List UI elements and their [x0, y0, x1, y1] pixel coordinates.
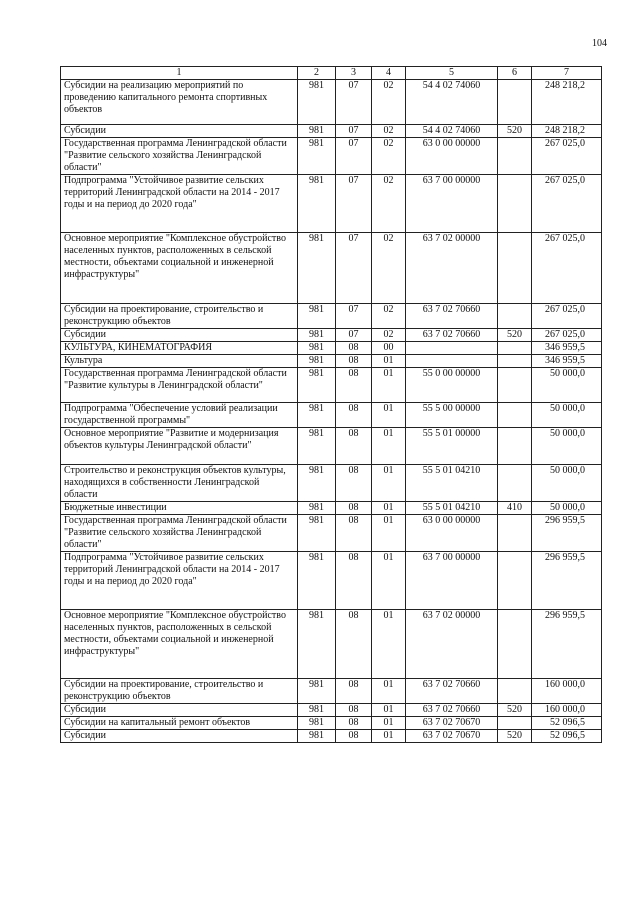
cell-target-article: 63 7 02 70660: [406, 304, 498, 329]
budget-table: [60, 66, 602, 743]
cell-amount: 50 000,0: [532, 368, 602, 403]
cell-expense-type: [498, 138, 532, 175]
cell-admin-code: 981: [298, 233, 336, 304]
cell-target-article: 54 4 02 74060: [406, 80, 498, 125]
cell-expense-type: [498, 610, 532, 679]
row-name: Субсидии: [61, 329, 298, 342]
cell-subsection: 02: [372, 233, 406, 304]
cell-subsection: 02: [372, 304, 406, 329]
table-row: [61, 679, 602, 704]
column-number: 5: [406, 67, 498, 80]
cell-admin-code: 981: [298, 515, 336, 552]
cell-expense-type: [498, 233, 532, 304]
cell-admin-code: 981: [298, 342, 336, 355]
cell-section: 07: [336, 329, 372, 342]
cell-expense-type: [498, 355, 532, 368]
cell-expense-type: 520: [498, 730, 532, 743]
cell-admin-code: 981: [298, 679, 336, 704]
cell-expense-type: [498, 304, 532, 329]
cell-expense-type: [498, 717, 532, 730]
table-row: [61, 233, 602, 304]
cell-admin-code: 981: [298, 125, 336, 138]
row-name: Субсидии: [61, 704, 298, 717]
row-name: Основное мероприятие "Комплексное обустройство населенных пунктов, расположенных в сельской местности, объектами социальной и инженерной инфраструктуры": [61, 233, 298, 304]
cell-amount: 52 096,5: [532, 730, 602, 743]
column-number: 7: [532, 67, 602, 80]
table-row: [61, 355, 602, 368]
cell-admin-code: 981: [298, 465, 336, 502]
cell-admin-code: 981: [298, 717, 336, 730]
table-row: [61, 717, 602, 730]
cell-target-article: [406, 355, 498, 368]
table-row: [61, 80, 602, 125]
table-row: [61, 304, 602, 329]
column-number: 4: [372, 67, 406, 80]
cell-target-article: 55 0 00 00000: [406, 368, 498, 403]
cell-section: 08: [336, 679, 372, 704]
cell-expense-type: [498, 175, 532, 233]
cell-expense-type: 520: [498, 704, 532, 717]
cell-amount: 267 025,0: [532, 138, 602, 175]
row-name: Государственная программа Ленинградской области "Развитие культуры в Ленинградской области": [61, 368, 298, 403]
table-row: [61, 730, 602, 743]
cell-amount: 50 000,0: [532, 403, 602, 428]
cell-subsection: 02: [372, 138, 406, 175]
cell-subsection: 02: [372, 175, 406, 233]
column-number-row: [61, 67, 602, 80]
cell-admin-code: 981: [298, 175, 336, 233]
cell-expense-type: [498, 342, 532, 355]
row-name: Подпрограмма "Устойчивое развитие сельских территорий Ленинградской области на 2014 - 2017 годы и на период до 2020 года": [61, 552, 298, 610]
cell-admin-code: 981: [298, 428, 336, 465]
cell-subsection: 01: [372, 368, 406, 403]
cell-amount: 50 000,0: [532, 465, 602, 502]
row-name: Основное мероприятие "Развитие и модернизация объектов культуры Ленинградской области": [61, 428, 298, 465]
row-name: КУЛЬТУРА, КИНЕМАТОГРАФИЯ: [61, 342, 298, 355]
cell-section: 08: [336, 730, 372, 743]
cell-section: 08: [336, 704, 372, 717]
table-row: [61, 368, 602, 403]
cell-amount: 267 025,0: [532, 233, 602, 304]
row-name: Основное мероприятие "Комплексное обустройство населенных пунктов, расположенных в сельской местности, объектами социальной и инженерной инфраструктуры": [61, 610, 298, 679]
cell-section: 08: [336, 502, 372, 515]
cell-admin-code: 981: [298, 80, 336, 125]
cell-target-article: 55 5 00 00000: [406, 403, 498, 428]
cell-expense-type: [498, 552, 532, 610]
column-number: 1: [61, 67, 298, 80]
cell-expense-type: 520: [498, 329, 532, 342]
cell-admin-code: 981: [298, 502, 336, 515]
cell-subsection: 02: [372, 125, 406, 138]
cell-expense-type: [498, 80, 532, 125]
cell-subsection: 01: [372, 403, 406, 428]
cell-admin-code: 981: [298, 138, 336, 175]
row-name: Субсидии на реализацию мероприятий по проведению капитального ремонта спортивных объектов: [61, 80, 298, 125]
cell-expense-type: [498, 403, 532, 428]
cell-expense-type: [498, 515, 532, 552]
table-row: [61, 502, 602, 515]
cell-expense-type: [498, 428, 532, 465]
cell-expense-type: [498, 465, 532, 502]
cell-amount: 52 096,5: [532, 717, 602, 730]
cell-section: 08: [336, 465, 372, 502]
cell-amount: 50 000,0: [532, 428, 602, 465]
cell-subsection: 02: [372, 80, 406, 125]
cell-admin-code: 981: [298, 368, 336, 403]
table-row: [61, 329, 602, 342]
row-name: Государственная программа Ленинградской области "Развитие сельского хозяйства Ленинградской области": [61, 138, 298, 175]
row-name: Культура: [61, 355, 298, 368]
cell-subsection: 02: [372, 329, 406, 342]
table-row: [61, 465, 602, 502]
cell-section: 07: [336, 304, 372, 329]
cell-admin-code: 981: [298, 329, 336, 342]
cell-section: 08: [336, 342, 372, 355]
row-name: Субсидии: [61, 125, 298, 138]
cell-target-article: 63 7 02 00000: [406, 610, 498, 679]
cell-section: 08: [336, 552, 372, 610]
cell-admin-code: 981: [298, 304, 336, 329]
cell-section: 07: [336, 80, 372, 125]
cell-subsection: 01: [372, 465, 406, 502]
cell-target-article: [406, 342, 498, 355]
cell-admin-code: 981: [298, 704, 336, 717]
cell-target-article: 55 5 01 04210: [406, 465, 498, 502]
table-row: [61, 175, 602, 233]
cell-admin-code: 981: [298, 403, 336, 428]
row-name: Бюджетные инвестиции: [61, 502, 298, 515]
row-name: Субсидии на проектирование, строительство и реконструкцию объектов: [61, 304, 298, 329]
cell-subsection: 01: [372, 515, 406, 552]
cell-admin-code: 981: [298, 730, 336, 743]
cell-section: 07: [336, 175, 372, 233]
cell-target-article: 63 7 02 00000: [406, 233, 498, 304]
cell-admin-code: 981: [298, 552, 336, 610]
cell-target-article: 55 5 01 00000: [406, 428, 498, 465]
cell-amount: 267 025,0: [532, 175, 602, 233]
row-name: Субсидии на капитальный ремонт объектов: [61, 717, 298, 730]
cell-subsection: 01: [372, 704, 406, 717]
cell-amount: 296 959,5: [532, 515, 602, 552]
table-row: [61, 428, 602, 465]
row-name: Субсидии: [61, 730, 298, 743]
cell-amount: 160 000,0: [532, 679, 602, 704]
row-name: Государственная программа Ленинградской области "Развитие сельского хозяйства Ленинградской области": [61, 515, 298, 552]
table-row: [61, 342, 602, 355]
column-number: 3: [336, 67, 372, 80]
cell-expense-type: [498, 679, 532, 704]
cell-target-article: 63 7 02 70660: [406, 679, 498, 704]
cell-subsection: 01: [372, 428, 406, 465]
cell-amount: 267 025,0: [532, 304, 602, 329]
cell-admin-code: 981: [298, 610, 336, 679]
cell-amount: 296 959,5: [532, 610, 602, 679]
cell-subsection: 01: [372, 355, 406, 368]
cell-target-article: 63 7 02 70670: [406, 717, 498, 730]
cell-target-article: 63 0 00 00000: [406, 515, 498, 552]
row-name: Подпрограмма "Обеспечение условий реализации государственной программы": [61, 403, 298, 428]
cell-section: 07: [336, 233, 372, 304]
row-name: Строительство и реконструкция объектов культуры, находящихся в собственности Ленинградской области: [61, 465, 298, 502]
table-row: [61, 704, 602, 717]
cell-section: 07: [336, 138, 372, 175]
cell-amount: 248 218,2: [532, 80, 602, 125]
cell-subsection: 01: [372, 717, 406, 730]
cell-section: 08: [336, 515, 372, 552]
cell-amount: 267 025,0: [532, 329, 602, 342]
cell-target-article: 63 7 02 70670: [406, 730, 498, 743]
column-number: 2: [298, 67, 336, 80]
cell-target-article: 63 7 02 70660: [406, 329, 498, 342]
cell-subsection: 01: [372, 730, 406, 743]
table-row: [61, 552, 602, 610]
cell-section: 07: [336, 125, 372, 138]
cell-section: 08: [336, 428, 372, 465]
cell-subsection: 01: [372, 552, 406, 610]
cell-expense-type: [498, 368, 532, 403]
table-row: [61, 515, 602, 552]
cell-subsection: 00: [372, 342, 406, 355]
cell-section: 08: [336, 355, 372, 368]
table-row: [61, 125, 602, 138]
cell-subsection: 01: [372, 610, 406, 679]
cell-target-article: 63 7 00 00000: [406, 552, 498, 610]
cell-target-article: 63 7 02 70660: [406, 704, 498, 717]
cell-amount: 50 000,0: [532, 502, 602, 515]
cell-subsection: 01: [372, 502, 406, 515]
table-row: [61, 610, 602, 679]
cell-section: 08: [336, 717, 372, 730]
cell-expense-type: 410: [498, 502, 532, 515]
cell-section: 08: [336, 403, 372, 428]
column-number: 6: [498, 67, 532, 80]
row-name: Подпрограмма "Устойчивое развитие сельских территорий Ленинградской области на 2014 - 2017 годы и на период до 2020 года": [61, 175, 298, 233]
cell-expense-type: 520: [498, 125, 532, 138]
cell-amount: 296 959,5: [532, 552, 602, 610]
table-row: [61, 138, 602, 175]
cell-admin-code: 981: [298, 355, 336, 368]
cell-section: 08: [336, 368, 372, 403]
table-row: [61, 403, 602, 428]
cell-target-article: 54 4 02 74060: [406, 125, 498, 138]
page-number: 104: [592, 38, 607, 49]
cell-amount: 346 959,5: [532, 342, 602, 355]
cell-section: 08: [336, 610, 372, 679]
cell-amount: 160 000,0: [532, 704, 602, 717]
row-name: Субсидии на проектирование, строительство и реконструкцию объектов: [61, 679, 298, 704]
cell-amount: 346 959,5: [532, 355, 602, 368]
cell-subsection: 01: [372, 679, 406, 704]
cell-target-article: 63 0 00 00000: [406, 138, 498, 175]
cell-target-article: 63 7 00 00000: [406, 175, 498, 233]
cell-target-article: 55 5 01 04210: [406, 502, 498, 515]
cell-amount: 248 218,2: [532, 125, 602, 138]
